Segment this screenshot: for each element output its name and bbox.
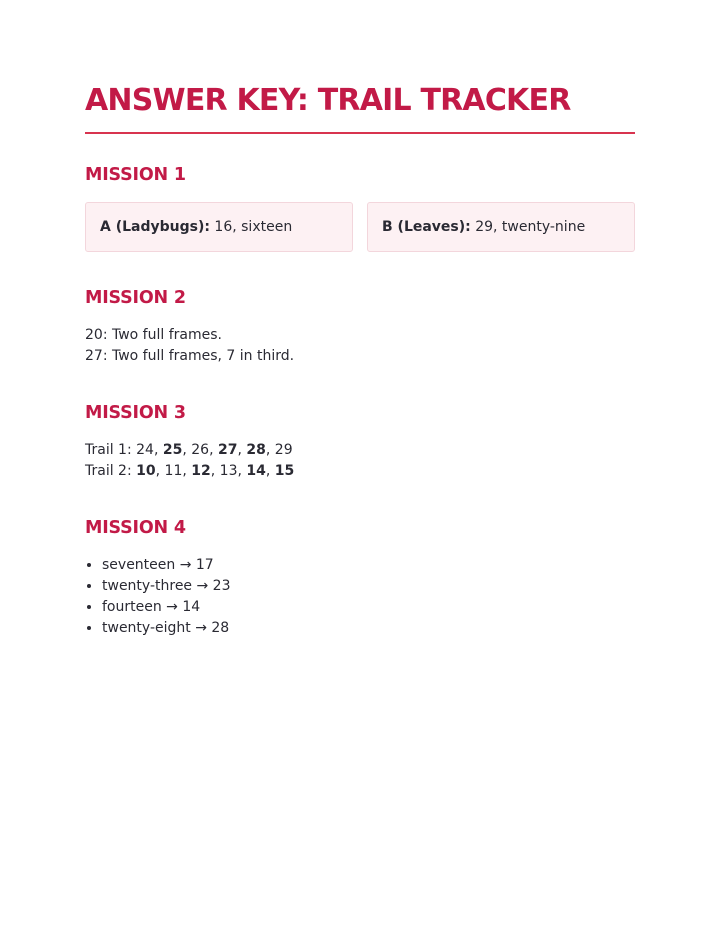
list-item: • twenty-eight → 28 [102, 618, 635, 639]
trail-number-answer: 27 [218, 442, 238, 458]
trail-number-answer: 15 [274, 463, 295, 479]
trail-1-numbers [136, 442, 292, 458]
trail-1-prefix: Trail 1: [85, 442, 137, 458]
mission-2-answers [85, 325, 635, 367]
trail-separator: , [265, 463, 275, 479]
list-item: • seventeen → 17 [102, 555, 635, 576]
page-title: ANSWER KEY: TRAIL TRACKER [85, 83, 571, 118]
trail-number-answer: 14 [246, 463, 266, 479]
list-item: • fourteen → 14 [102, 597, 635, 618]
mission-4-heading: MISSION 4 [85, 518, 186, 538]
trail-separator: , [237, 442, 247, 458]
trail-separator: , [182, 463, 192, 479]
trail-separator: , [182, 442, 192, 458]
answer-card-b-label: B (Leaves): [382, 219, 471, 235]
mission-3-heading: MISSION 3 [85, 403, 186, 423]
answer-card-b-value: 29, twenty-nine [470, 219, 586, 235]
answer-card-a [85, 202, 353, 252]
trail-number-given: 13 [219, 463, 238, 479]
title-divider [85, 132, 635, 134]
trail-number-given: 29 [274, 442, 293, 458]
trail-2-prefix: Trail 2: [85, 463, 137, 479]
trail-2-line [85, 461, 635, 482]
trail-number-given: 26 [191, 442, 210, 458]
answer-card-a-label: A (Ladybugs): [100, 219, 210, 235]
mission-1-heading: MISSION 1 [85, 165, 186, 185]
trail-number-answer: 28 [246, 442, 266, 458]
trail-number-given: 11 [164, 463, 183, 479]
trail-2-numbers [136, 463, 294, 479]
answer-card-b [367, 202, 635, 252]
mission-3-answers [85, 440, 635, 482]
trail-separator: , [153, 442, 163, 458]
trail-separator: , [155, 463, 165, 479]
trail-separator: , [210, 463, 220, 479]
trail-separator: , [265, 442, 275, 458]
trail-number-answer: 12 [191, 463, 211, 479]
mission-2-line: 27: Two full frames, 7 in third. [85, 348, 295, 364]
mission-2-line: 20: Two full frames. [85, 327, 222, 343]
trail-1-line [85, 440, 635, 461]
trail-number-answer: 10 [136, 463, 156, 479]
trail-number-given: 24 [136, 442, 154, 458]
trail-separator: , [209, 442, 218, 458]
mission-1-answers [85, 202, 635, 252]
trail-separator: , [237, 463, 247, 479]
mission-2-heading: MISSION 2 [85, 288, 186, 308]
trail-number-answer: 25 [162, 442, 183, 458]
list-item: • twenty-three → 23 [102, 576, 635, 597]
mission-4-answers [85, 555, 635, 639]
answer-card-a-value: 16, sixteen [209, 219, 293, 235]
